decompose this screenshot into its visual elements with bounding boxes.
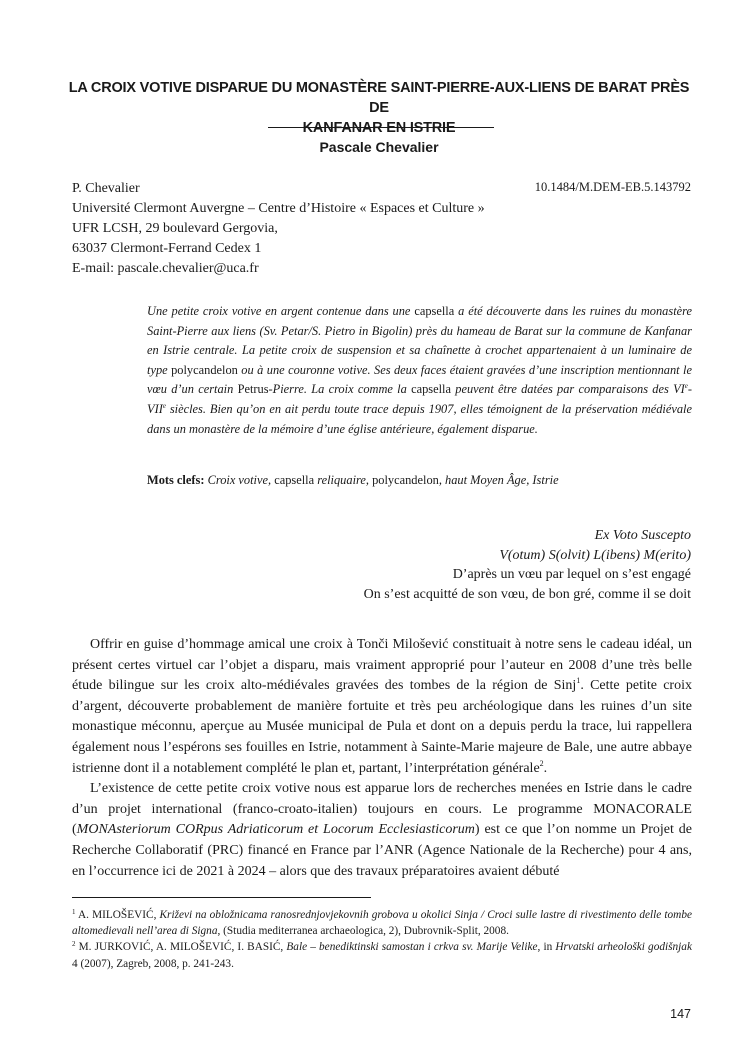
keyword: Croix votive,: [207, 473, 272, 487]
footnote-ref[interactable]: 1: [576, 676, 581, 686]
body-span: ) est ce que l’on nomme un Projet de Recherche Collaboratif (PRC) financé en France par l’ANR (Agence Nationale de la Recherche) pour 4 ans, en l’occurrence ici de 2021 à 2024 – alors que des travaux préparatoires avaient débuté: [72, 822, 692, 879]
affiliation-line: 63037 Clermont-Ferrand Cedex 1: [72, 241, 262, 256]
footnote-1: [72, 907, 692, 939]
abstract-text: -Pierre. La croix comme la: [268, 382, 412, 397]
epigraph: [191, 526, 691, 604]
superscript: e: [162, 401, 166, 410]
abstract-term: capsella: [411, 382, 451, 397]
author-name: Pascale Chevalier: [319, 139, 439, 155]
abstract-text: Une petite croix votive en argent contenue dans une: [147, 304, 415, 318]
keywords: [147, 470, 692, 490]
affiliation-line: UFR LCSH, 29 boulevard Gergovia,: [72, 221, 278, 236]
epigraph-latin-1: Ex Voto Suscepto: [594, 528, 691, 543]
body-italic: MONAsteriorum CORpus Adriaticorum et Locorum Ecclesiasticorum: [76, 822, 475, 838]
affiliation-line: Université Clermont Auvergne – Centre d’Histoire « Espaces et Culture »: [72, 201, 485, 216]
footnote-span: M. JURKOVIĆ, A. MILOŠEVIĆ, I. BASIĆ,: [75, 941, 287, 954]
affiliation-email: E-mail: pascale.chevalier@uca.fr: [72, 261, 259, 276]
keyword: , haut Moyen Âge, Istrie: [438, 473, 559, 487]
title-divider: [268, 127, 494, 128]
body-span: . Cette petite croix d’argent, découverte probablement de manière fortuite et très peu archéologique dans les ruines d’un site monastique méconnu, aperçue au Musée municipal de Pula et dont on a depuis perdu la trace, lui rappellera également nous l’espérons ses fouilles en Istrie, notamment à Sainte-Marie majeure de Bale, une autre abbaye istrienne dont il a notablement complété le plan et, partant, l’interprétation générale: [72, 678, 692, 776]
abstract: [147, 302, 692, 439]
epigraph-french-1: D’après un vœu par lequel on s’est engagé: [452, 567, 691, 582]
footnote-span: , (Studia mediterranea archaeologica, 2), Dubrovnik-Split, 2008.: [217, 925, 509, 938]
abstract-text: -VII: [147, 382, 693, 416]
footnote-span: , in: [537, 941, 556, 954]
footnote-span: A. MILOŠEVIĆ,: [75, 909, 160, 921]
footnote-ref[interactable]: 2: [539, 758, 544, 768]
superscript: e: [684, 382, 688, 391]
body-span: .: [543, 760, 548, 776]
paragraph: [72, 635, 692, 779]
abstract-term: Petrus: [237, 382, 269, 397]
footnote-italic: Hrvatski arheološki godišnjak: [555, 941, 692, 954]
footnote-span: 4 (2007), Zagreb, 2008, p. 241-243.: [72, 957, 234, 970]
keywords-label: Mots clefs:: [147, 473, 205, 487]
abstract-term: capsella: [414, 304, 455, 318]
footnote-number: 2: [72, 940, 76, 949]
epigraph-latin-2: V(otum) S(olvit) L(ibens) M(erito): [499, 547, 691, 563]
footnote-divider: [72, 897, 371, 898]
abstract-text: peuvent être datées par comparaisons des VI: [451, 382, 685, 397]
body-span: L’existence de cette petite croix votive nous est apparue lors de recherches menées en Istrie dans le cadre d’un projet international (franco-croato-italien) toujours en cours. Le programme MONACORALE (: [72, 781, 692, 838]
keyword: capsella: [274, 473, 315, 487]
footnote-italic: Bale – benediktinski samostan i crkva sv. Marije Velike: [286, 941, 538, 954]
footnote-italic: Križevi na obložnicama ranosrednjovjekovnih grobova u okolici Sinja / Croci sulle lastre di rivestimento delle tombe altomedievali nell’area di Signa: [72, 909, 692, 938]
footnotes: [72, 907, 692, 972]
body-text: [72, 635, 692, 882]
footnote-number: 1: [72, 908, 76, 916]
footnote-2: [72, 939, 692, 971]
abstract-text: a été découverte dans les ruines du monastère Saint-Pierre aux liens (Sv. Petar/S. Pietro in Bigolin) près du hameau de Barat sur la commune de Kanfanar en Istrie centrale. La petite croix de suspension et sa chaînette à crochet appartenaient à un luminaire de type: [147, 304, 693, 377]
title-line-1: LA CROIX VOTIVE DISPARUE DU MONASTÈRE SAINT-PIERRE-AUX-LIENS DE BARAT PRÈS DE: [68, 80, 690, 116]
paragraph: [72, 779, 692, 882]
affiliation-line: P. Chevalier: [72, 181, 140, 196]
page-number: 147: [670, 1007, 691, 1021]
abstract-text: siècles. Bien qu’on en ait perdu toute trace depuis 1907, elles témoignent de la préservation médiévale dans un monastère de la mémoire d’une église antérieure, également disparue.: [147, 401, 692, 436]
article-title: [60, 78, 698, 138]
epigraph-french-2: On s’est acquitté de son vœu, de bon gré, comme il se doit: [363, 586, 691, 602]
author-affiliation: [72, 179, 572, 279]
keyword: polycandelon: [372, 473, 439, 487]
keyword: reliquaire,: [317, 473, 369, 487]
abstract-text: ou à une couronne votive. Ses deux faces étaient gravées d’une inscription mentionnant le vœu d’un certain: [147, 362, 692, 397]
title-line-2: KANFANAR EN ISTRIE: [302, 120, 456, 136]
abstract-term: polycandelon: [171, 362, 238, 377]
body-span: Offrir en guise d’hommage amical une croix à Tonči Milošević constituait à notre sens le cadeau idéal, un présent certes virtuel car l’objet a disparu, mais vraiment approprié pour l’auteur en 2008 d’une très belle étude bilingue sur les croix alto-médiévales gravées des tombes de la région de Sinj: [72, 637, 692, 694]
doi: 10.1484/M.DEM-EB.5.143792: [534, 180, 691, 194]
